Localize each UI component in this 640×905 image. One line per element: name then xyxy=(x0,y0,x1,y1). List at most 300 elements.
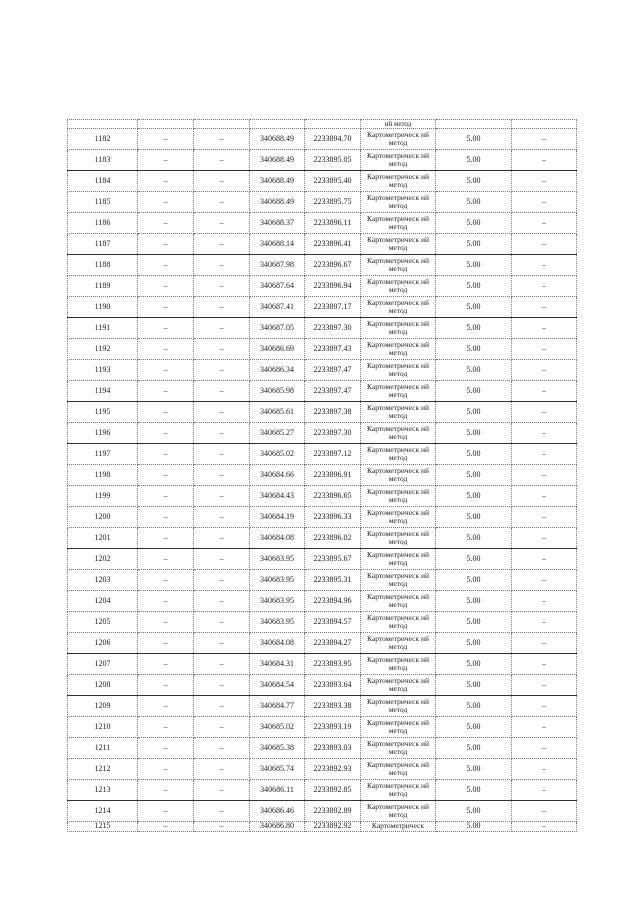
method-cell: Картометрическ ий метод xyxy=(361,339,436,360)
column-c-cell: – xyxy=(512,234,577,255)
point-number-cell: 1200 xyxy=(68,507,138,528)
point-number-cell: 1196 xyxy=(68,423,138,444)
table-row xyxy=(68,717,577,738)
method-cell: Картометрическ ий метод xyxy=(361,738,436,759)
column-a-cell: – xyxy=(138,675,194,696)
table-row xyxy=(68,633,577,654)
y-coordinate-cell: 2233893.38 xyxy=(305,696,361,717)
method-cell: Картометрическ ий метод xyxy=(361,255,436,276)
column-b-cell: – xyxy=(194,213,250,234)
column-b-cell: – xyxy=(194,507,250,528)
column-c-cell: – xyxy=(512,717,577,738)
column-c-cell: – xyxy=(512,549,577,570)
empty-cell xyxy=(194,120,250,129)
column-a-cell: – xyxy=(138,276,194,297)
table-row xyxy=(68,381,577,402)
point-number-cell: 1190 xyxy=(68,297,138,318)
x-coordinate-cell: 340688.37 xyxy=(250,213,305,234)
table-row xyxy=(68,129,577,150)
table-row xyxy=(68,150,577,171)
empty-cell xyxy=(68,120,138,129)
column-c-cell: – xyxy=(512,360,577,381)
column-b-cell: – xyxy=(194,381,250,402)
column-b-cell: – xyxy=(194,339,250,360)
y-coordinate-cell: 2233892.89 xyxy=(305,801,361,822)
column-a-cell: – xyxy=(138,591,194,612)
column-c-cell: – xyxy=(512,339,577,360)
column-c-cell: – xyxy=(512,423,577,444)
column-c-cell: – xyxy=(512,633,577,654)
precision-cell: 5.00 xyxy=(436,759,512,780)
precision-cell: 5.00 xyxy=(436,150,512,171)
column-c-cell: – xyxy=(512,528,577,549)
x-coordinate-cell: 340688.49 xyxy=(250,150,305,171)
point-number-cell: 1208 xyxy=(68,675,138,696)
precision-cell: 5.00 xyxy=(436,360,512,381)
column-b-cell: – xyxy=(194,150,250,171)
column-a-cell: – xyxy=(138,654,194,675)
column-a-cell: – xyxy=(138,822,194,832)
column-c-cell: – xyxy=(512,801,577,822)
precision-cell: 5.00 xyxy=(436,423,512,444)
x-coordinate-cell: 340684.66 xyxy=(250,465,305,486)
column-b-cell: – xyxy=(194,423,250,444)
x-coordinate-cell: 340688.49 xyxy=(250,129,305,150)
precision-cell: 5.00 xyxy=(436,192,512,213)
precision-cell: 5.00 xyxy=(436,276,512,297)
column-b-cell: – xyxy=(194,759,250,780)
table-row xyxy=(68,192,577,213)
y-coordinate-cell: 2233893.03 xyxy=(305,738,361,759)
method-cell: Картометрическ ий метод xyxy=(361,423,436,444)
point-number-cell: 1209 xyxy=(68,696,138,717)
x-coordinate-cell: 340684.31 xyxy=(250,654,305,675)
column-a-cell: – xyxy=(138,234,194,255)
column-c-cell: – xyxy=(512,192,577,213)
column-b-cell: – xyxy=(194,780,250,801)
x-coordinate-cell: 340684.08 xyxy=(250,633,305,654)
method-cell: Картометрическ ий метод xyxy=(361,150,436,171)
precision-cell: 5.00 xyxy=(436,171,512,192)
point-number-cell: 1207 xyxy=(68,654,138,675)
point-number-cell: 1213 xyxy=(68,780,138,801)
y-coordinate-cell: 2233896.33 xyxy=(305,507,361,528)
point-number-cell: 1205 xyxy=(68,612,138,633)
method-cell: Картометрическ ий метод xyxy=(361,297,436,318)
table-row xyxy=(68,654,577,675)
x-coordinate-cell: 340683.95 xyxy=(250,591,305,612)
method-cell: Картометрическ ий метод xyxy=(361,780,436,801)
method-fragment: ий метод xyxy=(384,120,412,128)
column-a-cell: – xyxy=(138,192,194,213)
point-number-cell: 1183 xyxy=(68,150,138,171)
column-b-cell: – xyxy=(194,255,250,276)
x-coordinate-cell: 340685.02 xyxy=(250,717,305,738)
precision-cell: 5.00 xyxy=(436,255,512,276)
column-b-cell: – xyxy=(194,276,250,297)
y-coordinate-cell: 2233893.95 xyxy=(305,654,361,675)
column-c-cell: – xyxy=(512,675,577,696)
column-a-cell: – xyxy=(138,255,194,276)
point-number-cell: 1195 xyxy=(68,402,138,423)
column-b-cell: – xyxy=(194,171,250,192)
point-number-cell: 1210 xyxy=(68,717,138,738)
precision-cell: 5.00 xyxy=(436,213,512,234)
column-c-cell: – xyxy=(512,213,577,234)
column-a-cell: – xyxy=(138,780,194,801)
point-number-cell: 1189 xyxy=(68,276,138,297)
x-coordinate-cell: 340686.11 xyxy=(250,780,305,801)
point-number-cell: 1193 xyxy=(68,360,138,381)
table-row xyxy=(68,759,577,780)
column-a-cell: – xyxy=(138,402,194,423)
point-number-cell: 1211 xyxy=(68,738,138,759)
column-b-cell: – xyxy=(194,612,250,633)
method-cell: Картометрическ ий метод xyxy=(361,528,436,549)
table-row xyxy=(68,822,577,832)
table-row xyxy=(68,297,577,318)
y-coordinate-cell: 2233895.75 xyxy=(305,192,361,213)
column-c-cell: – xyxy=(512,150,577,171)
column-a-cell: – xyxy=(138,696,194,717)
precision-cell: 5.00 xyxy=(436,339,512,360)
x-coordinate-cell: 340684.77 xyxy=(250,696,305,717)
x-coordinate-cell: 340683.95 xyxy=(250,549,305,570)
y-coordinate-cell: 2233895.05 xyxy=(305,150,361,171)
precision-cell: 5.00 xyxy=(436,570,512,591)
y-coordinate-cell: 2233896.65 xyxy=(305,486,361,507)
precision-cell: 5.00 xyxy=(436,675,512,696)
point-number-cell: 1194 xyxy=(68,381,138,402)
column-a-cell: – xyxy=(138,171,194,192)
method-cell: Картометрическ ий метод xyxy=(361,192,436,213)
x-coordinate-cell: 340685.74 xyxy=(250,759,305,780)
table-row xyxy=(68,318,577,339)
table-row xyxy=(68,339,577,360)
column-c-cell: – xyxy=(512,822,577,832)
precision-cell: 5.00 xyxy=(436,654,512,675)
y-coordinate-cell: 2233893.64 xyxy=(305,675,361,696)
precision-cell: 5.00 xyxy=(436,633,512,654)
method-cell: Картометрическ ий метод xyxy=(361,171,436,192)
precision-cell: 5.00 xyxy=(436,801,512,822)
column-b-cell: – xyxy=(194,486,250,507)
x-coordinate-cell: 340686.34 xyxy=(250,360,305,381)
coordinates-table-page xyxy=(67,119,576,831)
column-b-cell: – xyxy=(194,234,250,255)
column-b-cell: – xyxy=(194,549,250,570)
empty-cell xyxy=(138,120,194,129)
column-c-cell: – xyxy=(512,318,577,339)
y-coordinate-cell: 2233894.70 xyxy=(305,129,361,150)
x-coordinate-cell: 340685.98 xyxy=(250,381,305,402)
y-coordinate-cell: 2233892.93 xyxy=(305,759,361,780)
method-cell: Картометрическ ий метод xyxy=(361,444,436,465)
y-coordinate-cell: 2233895.67 xyxy=(305,549,361,570)
x-coordinate-cell: 340688.49 xyxy=(250,171,305,192)
table-row xyxy=(68,549,577,570)
column-c-cell: – xyxy=(512,759,577,780)
x-coordinate-cell: 340687.05 xyxy=(250,318,305,339)
column-b-cell: – xyxy=(194,696,250,717)
precision-cell: 5.00 xyxy=(436,507,512,528)
column-b-cell: – xyxy=(194,297,250,318)
column-c-cell: – xyxy=(512,381,577,402)
column-b-cell: – xyxy=(194,129,250,150)
method-cell: Картометрическ ий метод xyxy=(361,234,436,255)
x-coordinate-cell: 340684.43 xyxy=(250,486,305,507)
method-cell: Картометрическ ий метод xyxy=(361,129,436,150)
column-a-cell: – xyxy=(138,570,194,591)
x-coordinate-cell: 340684.54 xyxy=(250,675,305,696)
y-coordinate-cell: 2233895.31 xyxy=(305,570,361,591)
method-cell: Картометрическ ий метод xyxy=(361,591,436,612)
point-number-cell: 1187 xyxy=(68,234,138,255)
x-coordinate-cell: 340685.27 xyxy=(250,423,305,444)
empty-cell xyxy=(250,120,305,129)
column-b-cell: – xyxy=(194,528,250,549)
y-coordinate-cell: 2233897.30 xyxy=(305,318,361,339)
column-b-cell: – xyxy=(194,360,250,381)
x-coordinate-cell: 340685.61 xyxy=(250,402,305,423)
table-row xyxy=(68,801,577,822)
y-coordinate-cell: 2233897.43 xyxy=(305,339,361,360)
x-coordinate-cell: 340687.64 xyxy=(250,276,305,297)
empty-cell xyxy=(305,120,361,129)
method-cell: Картометрическ ий метод xyxy=(361,360,436,381)
point-number-cell: 1201 xyxy=(68,528,138,549)
y-coordinate-cell: 2233896.02 xyxy=(305,528,361,549)
y-coordinate-cell: 2233894.96 xyxy=(305,591,361,612)
y-coordinate-cell: 2233896.94 xyxy=(305,276,361,297)
x-coordinate-cell: 340688.14 xyxy=(250,234,305,255)
column-a-cell: – xyxy=(138,612,194,633)
column-c-cell: – xyxy=(512,129,577,150)
y-coordinate-cell: 2233897.38 xyxy=(305,402,361,423)
column-c-cell: – xyxy=(512,486,577,507)
x-coordinate-cell: 340683.95 xyxy=(250,570,305,591)
y-coordinate-cell: 2233894.57 xyxy=(305,612,361,633)
column-a-cell: – xyxy=(138,297,194,318)
point-number-cell: 1199 xyxy=(68,486,138,507)
table-row xyxy=(68,528,577,549)
table-row xyxy=(68,213,577,234)
column-a-cell: – xyxy=(138,129,194,150)
precision-cell: 5.00 xyxy=(436,465,512,486)
column-c-cell: – xyxy=(512,654,577,675)
precision-cell: 5.00 xyxy=(436,591,512,612)
coordinates-table xyxy=(67,119,577,832)
y-coordinate-cell: 2233897.30 xyxy=(305,423,361,444)
table-row xyxy=(68,423,577,444)
table-row xyxy=(68,465,577,486)
method-cell: Картометрическ ий метод xyxy=(361,801,436,822)
table-row xyxy=(68,738,577,759)
point-number-cell: 1188 xyxy=(68,255,138,276)
column-a-cell: – xyxy=(138,213,194,234)
column-c-cell: – xyxy=(512,570,577,591)
method-cell: Картометрическ ий метод xyxy=(361,318,436,339)
column-a-cell: – xyxy=(138,465,194,486)
table-row-continuation xyxy=(68,120,577,129)
point-number-cell: 1192 xyxy=(68,339,138,360)
x-coordinate-cell: 340686.46 xyxy=(250,801,305,822)
column-b-cell: – xyxy=(194,633,250,654)
precision-cell: 5.00 xyxy=(436,738,512,759)
column-a-cell: – xyxy=(138,528,194,549)
table-row xyxy=(68,276,577,297)
column-c-cell: – xyxy=(512,612,577,633)
column-b-cell: – xyxy=(194,591,250,612)
precision-cell: 5.00 xyxy=(436,549,512,570)
column-b-cell: – xyxy=(194,801,250,822)
method-cell: Картометрическ ий метод xyxy=(361,465,436,486)
y-coordinate-cell: 2233892.85 xyxy=(305,780,361,801)
method-cell: Картометрическ ий метод xyxy=(361,675,436,696)
y-coordinate-cell: 2233897.47 xyxy=(305,381,361,402)
precision-cell: 5.00 xyxy=(436,129,512,150)
column-c-cell: – xyxy=(512,444,577,465)
table-row xyxy=(68,675,577,696)
column-a-cell: – xyxy=(138,801,194,822)
point-number-cell: 1186 xyxy=(68,213,138,234)
x-coordinate-cell: 340684.19 xyxy=(250,507,305,528)
precision-cell: 5.00 xyxy=(436,486,512,507)
x-coordinate-cell: 340688.49 xyxy=(250,192,305,213)
table-row xyxy=(68,234,577,255)
column-b-cell: – xyxy=(194,444,250,465)
precision-cell: 5.00 xyxy=(436,234,512,255)
column-c-cell: – xyxy=(512,696,577,717)
table-row xyxy=(68,570,577,591)
point-number-cell: 1185 xyxy=(68,192,138,213)
method-cell: Картометрическ ий метод xyxy=(361,570,436,591)
y-coordinate-cell: 2233895.40 xyxy=(305,171,361,192)
method-cell: Картометрическ ий метод xyxy=(361,633,436,654)
column-b-cell: – xyxy=(194,675,250,696)
column-a-cell: – xyxy=(138,339,194,360)
point-number-cell: 1184 xyxy=(68,171,138,192)
column-c-cell: – xyxy=(512,171,577,192)
precision-cell: 5.00 xyxy=(436,696,512,717)
point-number-cell: 1215 xyxy=(68,822,138,832)
column-b-cell: – xyxy=(194,465,250,486)
y-coordinate-cell: 2233896.41 xyxy=(305,234,361,255)
column-b-cell: – xyxy=(194,402,250,423)
column-a-cell: – xyxy=(138,717,194,738)
precision-cell: 5.00 xyxy=(436,780,512,801)
column-a-cell: – xyxy=(138,150,194,171)
column-b-cell: – xyxy=(194,717,250,738)
y-coordinate-cell: 2233896.91 xyxy=(305,465,361,486)
method-cell: Картометрическ ий метод xyxy=(361,717,436,738)
method-cell: Картометрическ ий метод xyxy=(361,402,436,423)
x-coordinate-cell: 340685.02 xyxy=(250,444,305,465)
y-coordinate-cell: 2233897.17 xyxy=(305,297,361,318)
precision-cell: 5.00 xyxy=(436,444,512,465)
x-coordinate-cell: 340686.80 xyxy=(250,822,305,832)
column-c-cell: – xyxy=(512,507,577,528)
column-b-cell: – xyxy=(194,318,250,339)
method-cell: Картометрическ ий метод xyxy=(361,549,436,570)
column-c-cell: – xyxy=(512,738,577,759)
method-fragment-cell xyxy=(361,120,436,129)
table-row xyxy=(68,171,577,192)
column-a-cell: – xyxy=(138,318,194,339)
point-number-cell: 1182 xyxy=(68,129,138,150)
column-a-cell: – xyxy=(138,738,194,759)
table-row xyxy=(68,444,577,465)
precision-cell: 5.00 xyxy=(436,402,512,423)
precision-cell: 5.00 xyxy=(436,381,512,402)
column-c-cell: – xyxy=(512,276,577,297)
method-cell: Картометрическ ий метод xyxy=(361,213,436,234)
method-cell: Картометрическ ий метод xyxy=(361,696,436,717)
method-cell: Картометрическ ий метод xyxy=(361,759,436,780)
point-number-cell: 1198 xyxy=(68,465,138,486)
point-number-cell: 1204 xyxy=(68,591,138,612)
precision-cell: 5.00 xyxy=(436,528,512,549)
x-coordinate-cell: 340684.08 xyxy=(250,528,305,549)
method-cell: Картометрическ ий метод xyxy=(361,381,436,402)
column-a-cell: – xyxy=(138,486,194,507)
column-c-cell: – xyxy=(512,591,577,612)
table-row xyxy=(68,507,577,528)
precision-cell: 5.00 xyxy=(436,822,512,832)
point-number-cell: 1197 xyxy=(68,444,138,465)
x-coordinate-cell: 340685.38 xyxy=(250,738,305,759)
precision-cell: 5.00 xyxy=(436,318,512,339)
method-cell: Картометрическ ий метод xyxy=(361,276,436,297)
x-coordinate-cell: 340686.69 xyxy=(250,339,305,360)
column-b-cell: – xyxy=(194,738,250,759)
table-row xyxy=(68,696,577,717)
column-c-cell: – xyxy=(512,402,577,423)
point-number-cell: 1203 xyxy=(68,570,138,591)
point-number-cell: 1214 xyxy=(68,801,138,822)
table-row xyxy=(68,780,577,801)
method-cell: Картометрическ ий метод xyxy=(361,612,436,633)
column-a-cell: – xyxy=(138,549,194,570)
table-row xyxy=(68,486,577,507)
column-b-cell: – xyxy=(194,192,250,213)
point-number-cell: 1202 xyxy=(68,549,138,570)
column-a-cell: – xyxy=(138,423,194,444)
y-coordinate-cell: 2233894.27 xyxy=(305,633,361,654)
y-coordinate-cell: 2233896.67 xyxy=(305,255,361,276)
method-cell: Картометрическ ий метод xyxy=(361,507,436,528)
point-number-cell: 1212 xyxy=(68,759,138,780)
precision-cell: 5.00 xyxy=(436,297,512,318)
column-a-cell: – xyxy=(138,444,194,465)
y-coordinate-cell: 2233897.47 xyxy=(305,360,361,381)
point-number-cell: 1191 xyxy=(68,318,138,339)
column-c-cell: – xyxy=(512,297,577,318)
column-c-cell: – xyxy=(512,780,577,801)
point-number-cell: 1206 xyxy=(68,633,138,654)
empty-cell xyxy=(512,120,577,129)
method-cell: Картометрическ xyxy=(361,822,436,832)
column-a-cell: – xyxy=(138,507,194,528)
precision-cell: 5.00 xyxy=(436,717,512,738)
y-coordinate-cell: 2233897.12 xyxy=(305,444,361,465)
table-row xyxy=(68,360,577,381)
table-row xyxy=(68,612,577,633)
column-c-cell: – xyxy=(512,465,577,486)
column-a-cell: – xyxy=(138,360,194,381)
column-b-cell: – xyxy=(194,822,250,832)
column-b-cell: – xyxy=(194,654,250,675)
